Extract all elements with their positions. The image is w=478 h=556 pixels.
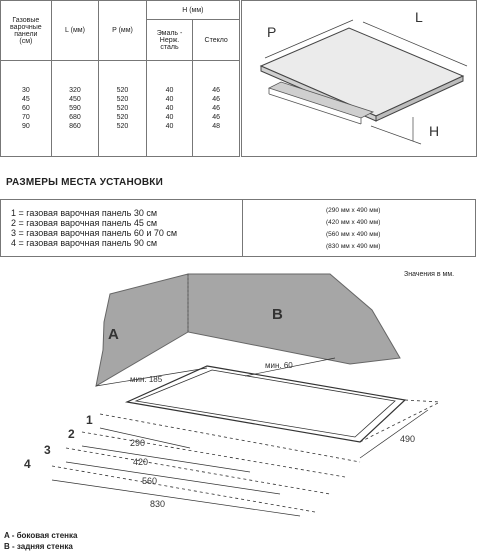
install-table — [0, 199, 476, 257]
label-n1: 1 — [86, 413, 93, 427]
label-560: 560 — [142, 476, 158, 486]
width-dims — [52, 410, 428, 516]
hob-drawing — [241, 0, 477, 157]
label-wall-b: B — [272, 306, 283, 323]
label-830: 830 — [150, 499, 166, 509]
cutout-size: (420 мм x 490 мм) — [326, 219, 381, 226]
label-n3: 3 — [44, 443, 51, 457]
header-h: H (мм) — [146, 1, 239, 20]
install-divider — [242, 200, 243, 256]
legend — [4, 530, 77, 552]
hob-top-surface — [261, 28, 463, 116]
install-list — [11, 208, 177, 248]
header-hob-size: Газовые варочные панели (см) — [1, 1, 52, 61]
header-h-enamel: Эмаль - Нерж. сталь — [146, 20, 193, 61]
label-l: L — [415, 9, 423, 25]
header-l: L (мм) — [51, 1, 99, 61]
legend-item-b: B - задняя стенка — [4, 542, 73, 551]
install-item: 4 = газовая варочная панель 90 см — [11, 238, 158, 248]
legend-item-a: A - боковая стенка — [4, 531, 78, 540]
units-note: Значения в мм. — [404, 271, 455, 278]
label-n2: 2 — [68, 427, 75, 441]
cell-l-values: 320 450 590 680 860 — [51, 61, 99, 157]
install-item: 2 = газовая варочная панель 45 см — [11, 218, 158, 228]
cutout-size: (560 мм x 490 мм) — [326, 231, 381, 238]
cell-p-values: 520 520 520 520 520 — [99, 61, 147, 157]
cutout-size: (290 мм x 490 мм) — [326, 207, 381, 214]
install-item: 3 = газовая варочная панель 60 и 70 см — [11, 228, 178, 238]
label-min-60: мин. 60 — [265, 361, 293, 370]
back-wall-b — [188, 274, 400, 364]
label-420: 420 — [133, 457, 149, 467]
cell-sizes: 30 45 60 70 90 — [1, 61, 52, 157]
cell-h-enamel-values: 40 40 40 40 40 — [146, 61, 193, 157]
cutout-outer — [127, 366, 405, 442]
width-guides — [52, 400, 440, 512]
label-290: 290 — [130, 438, 146, 448]
label-h: H — [429, 123, 440, 139]
label-490: 490 — [400, 434, 416, 444]
cutout-size: (830 мм x 490 мм) — [326, 243, 381, 250]
install-item: 1 = газовая варочная панель 30 см — [11, 208, 158, 218]
label-n4: 4 — [24, 457, 31, 471]
cell-h-glass-values: 46 46 46 46 48 — [193, 61, 240, 157]
header-p: P (мм) — [99, 1, 147, 61]
label-wall-a: A — [108, 326, 119, 343]
installation-diagram — [0, 262, 478, 528]
header-h-glass: Стекло — [193, 20, 240, 61]
label-min-185: мин. 185 — [130, 375, 163, 384]
label-p: P — [267, 24, 277, 40]
cutout-list — [326, 205, 380, 253]
section-title: РАЗМЕРЫ МЕСТА УСТАНОВКИ — [6, 177, 163, 188]
dimensions-table — [0, 0, 240, 157]
